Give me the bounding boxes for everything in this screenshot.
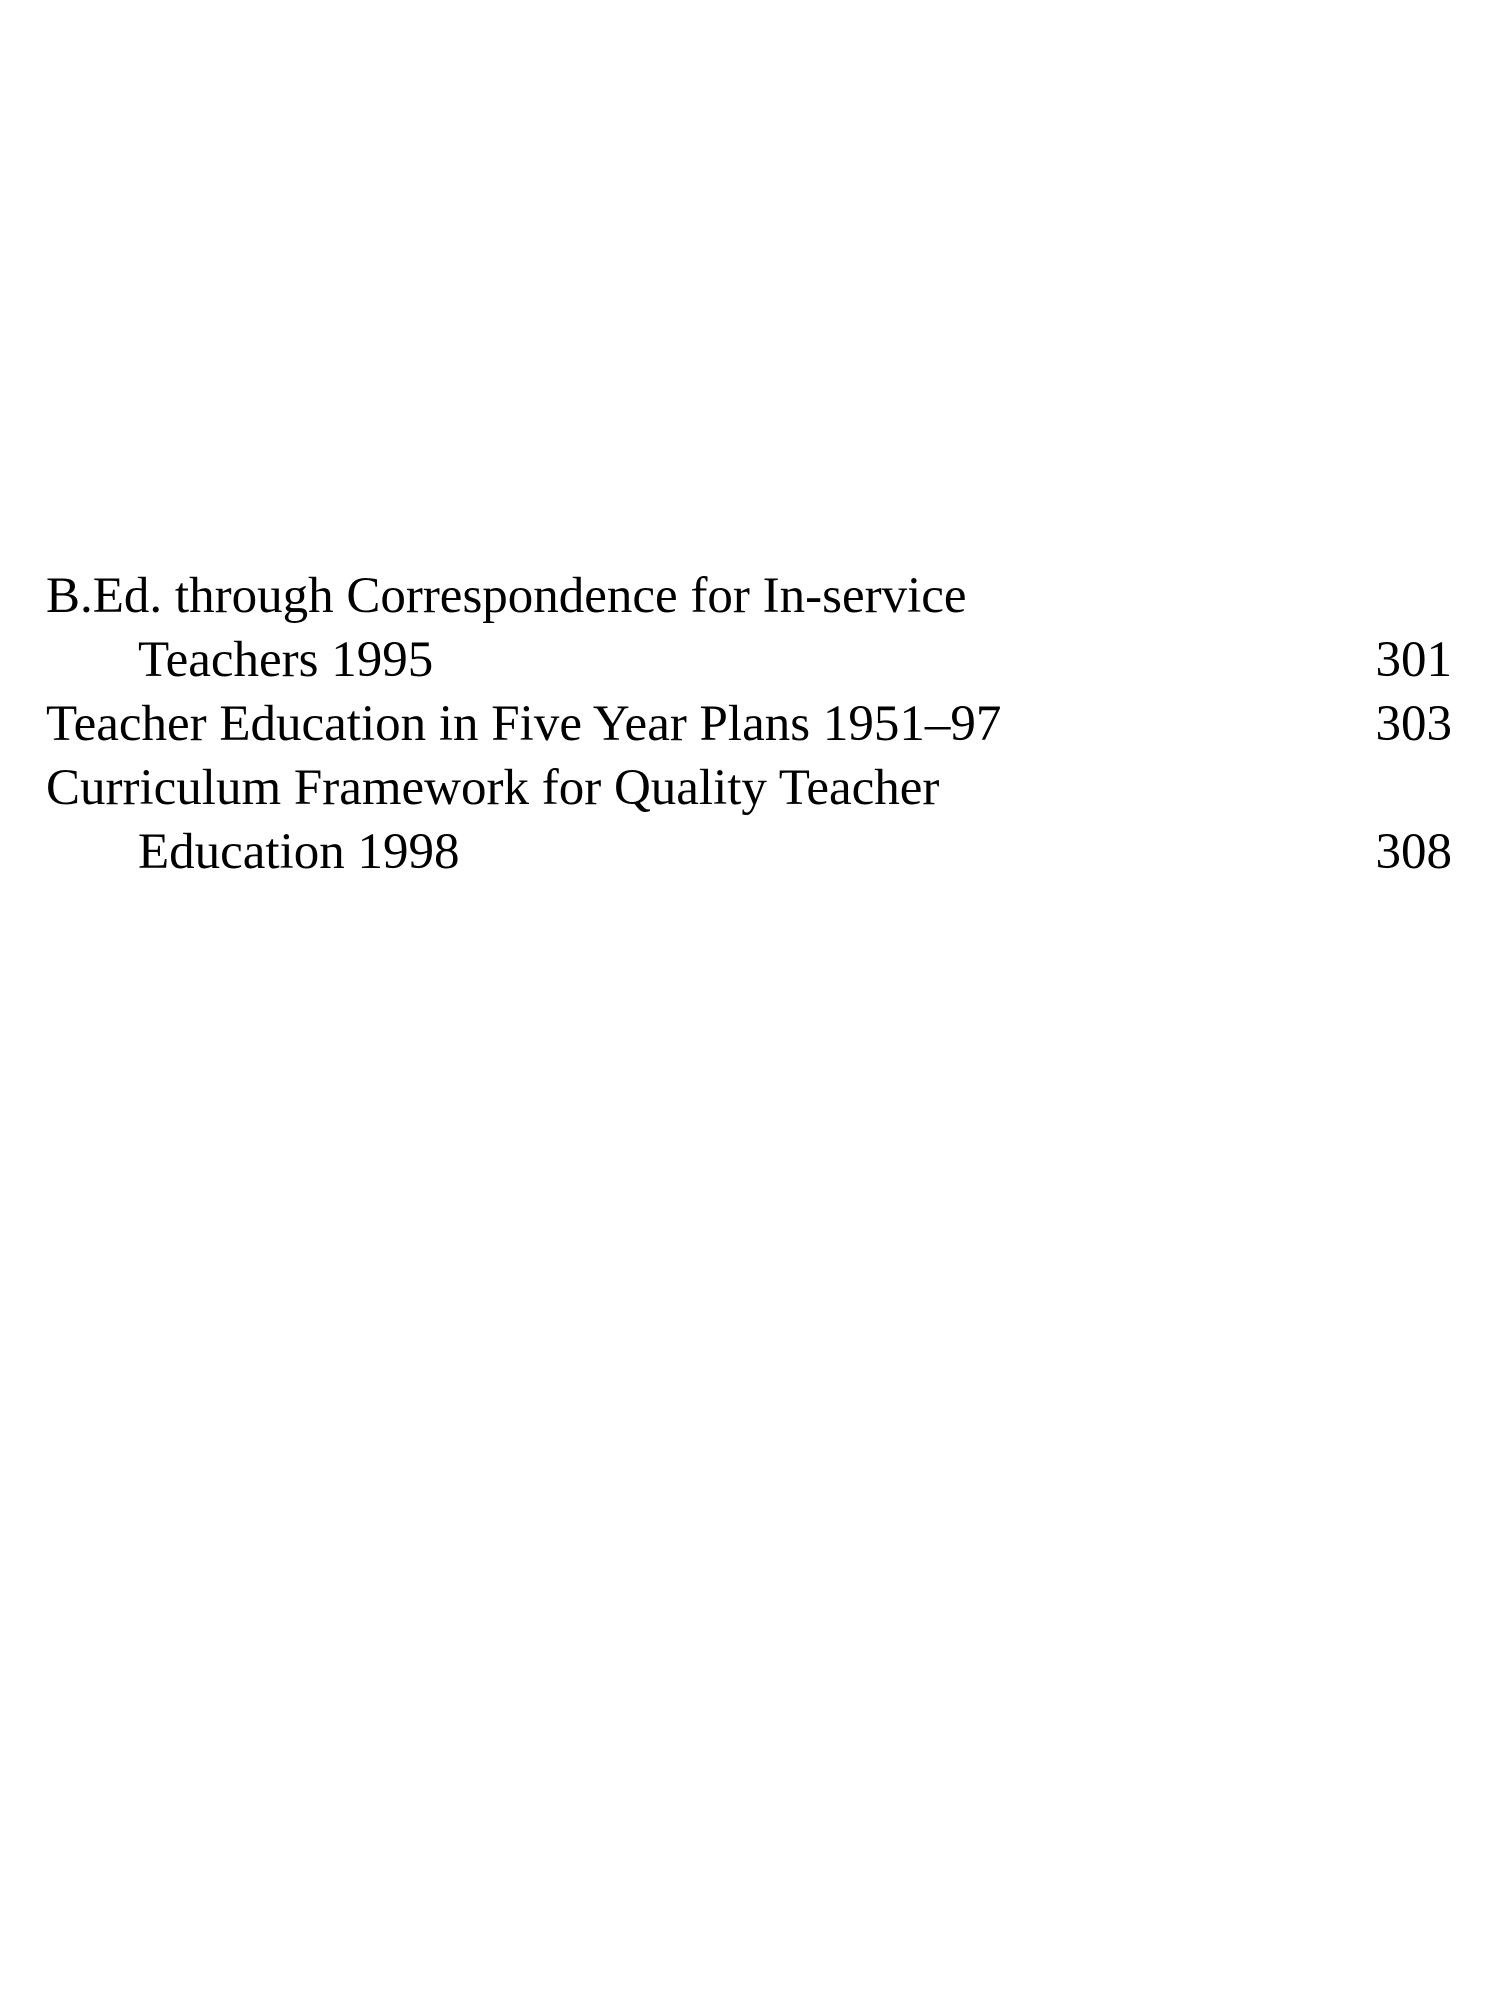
toc-entry <box>46 756 1452 884</box>
toc-entry <box>46 564 1452 692</box>
toc-entry <box>46 692 1452 756</box>
table-of-contents <box>46 564 1452 884</box>
toc-entry-page-number: 301 <box>1375 632 1452 688</box>
toc-entry-title-line: Teacher Education in Five Year Plans 1951–97 <box>46 696 1002 752</box>
toc-entry-title-line: Teachers 1995 <box>138 632 434 688</box>
toc-entry-title-line: B.Ed. through Correspondence for In-service <box>46 568 967 624</box>
toc-entry-title-line: Education 1998 <box>138 824 460 880</box>
toc-entry-title-line: Curriculum Framework for Quality Teacher <box>46 760 940 816</box>
toc-entry-page-number: 308 <box>1375 824 1452 880</box>
toc-entry-page-number: 303 <box>1375 696 1452 752</box>
